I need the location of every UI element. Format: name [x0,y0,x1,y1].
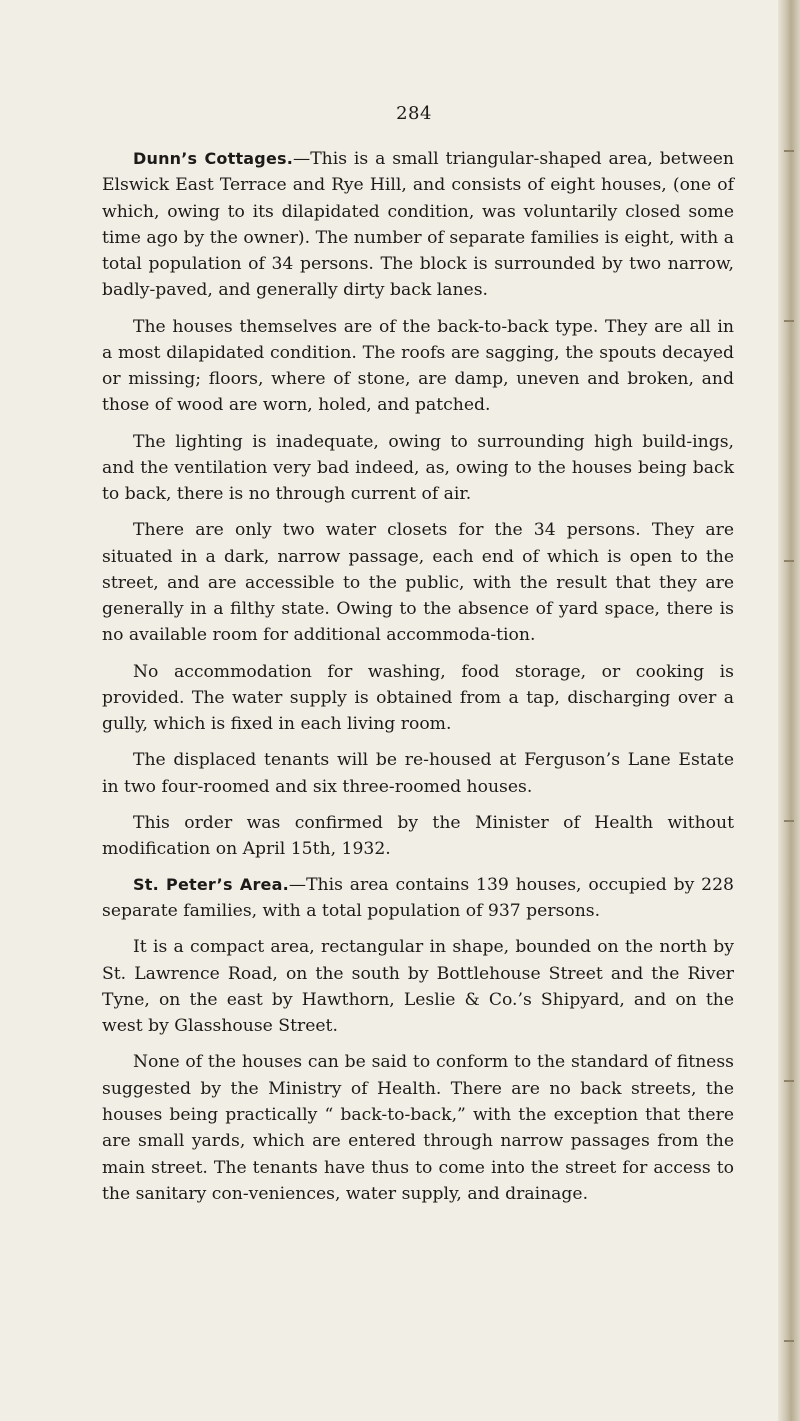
page-edge-shadow [778,0,800,1421]
page-number: 284 [396,103,432,124]
paragraph: The houses themselves are of the back-to-back type. They are all in a most dilapidated condition. The roofs are sagging, the spouts decayed or missing; floors, where of stone, are damp, uneven and broken, and those of wood are worn, holed, and patched. [102,316,734,416]
paragraph: It is a compact area, rectangular in shape, bounded on the north by St. Lawrence Road, on the south by Bottlehouse Street and the River Tyne, on the east by Hawthorn, Leslie & Co.’s Shipyard, and on the west by Glasshouse Street. [102,937,734,1037]
paragraph: No accommodation for washing, food storage, or cooking is provided. The water supply is obtained from a tap, discharging over a gully, which is fixed in each living room. [102,661,734,735]
paragraph: This order was confirmed by the Minister of Health without modification on April 15th, 1932. [102,812,734,859]
paragraph: None of the houses can be said to conform to the standard of fitness suggested by the Ministry of Health. There are no back streets, the houses being practically “ back-to-back,” with the exception that there are small yards, which are entered through narrow passages from the main street. The tenants have thus to come into the street for access to the sanitary con-veniences, water supply, and drainage. [102,1052,734,1204]
paragraph: The displaced tenants will be re-housed at Ferguson’s Lane Estate in two four-roomed and six three-roomed houses. [102,750,734,797]
paragraph: The lighting is inadequate, owing to surrounding high build-ings, and the ventilation very bad indeed, as, owing to the houses being back to back, there is no through current of air. [102,431,734,505]
paragraph: St. Peter’s Area.—This area contains 139 houses, occupied by 228 separate families, with a total population of 937 persons. [102,875,734,922]
paragraph: There are only two water closets for the 34 persons. They are situated in a dark, narrow passage, each end of which is open to the street, and are accessible to the public, with the result that they are generally in a filthy state. Owing to the absence of yard space, there is no available room for additional accommoda-tion. [102,520,734,646]
section-heading-dunns-cottages: Dunn’s Cottages. [133,149,293,168]
paragraph: Dunn’s Cottages.—This is a small triangular-shaped area, between Elswick East Terrace and Rye Hill, and consists of eight houses, (one of which, owing to its dilapidated condition, was voluntarily closed some time ago by the owner). The number of separate families is eight, with a total population of 34 persons. The block is surrounded by two narrow, badly-paved, and generally dirty back lanes. [102,149,734,301]
section-heading-st-peters-area: St. Peter’s Area. [133,875,289,894]
document-body [102,146,734,1217]
